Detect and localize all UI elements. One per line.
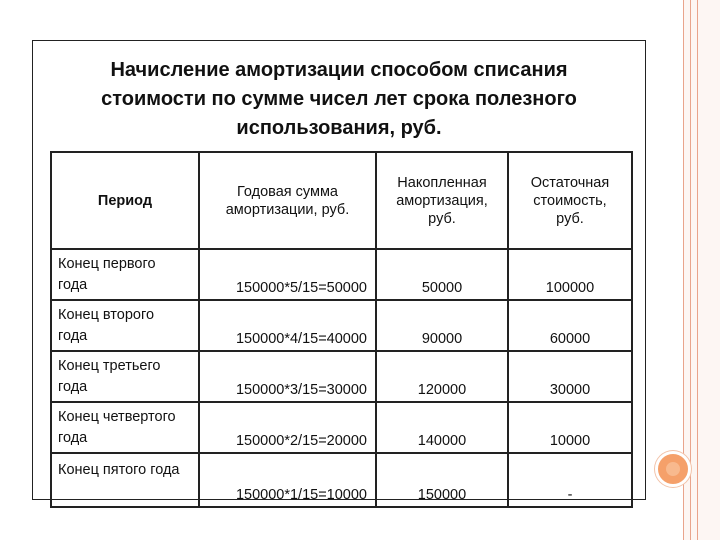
period-cell bbox=[51, 402, 199, 453]
header-line: руб. bbox=[428, 210, 456, 227]
period-line: Конец третьего bbox=[58, 357, 161, 374]
title-line: Начисление амортизации способом списания bbox=[110, 59, 568, 81]
accumulated-cell: 140000 bbox=[376, 402, 508, 453]
residual-cell: 10000 bbox=[508, 402, 632, 453]
header-period bbox=[51, 152, 199, 249]
period-cell bbox=[51, 300, 199, 351]
period-line: года bbox=[58, 276, 88, 293]
formula-cell: 150000*2/15=20000 bbox=[199, 402, 376, 453]
period-line: года bbox=[58, 429, 88, 446]
header-line: Годовая сумма bbox=[237, 183, 338, 200]
header-line: амортизация, bbox=[396, 192, 488, 209]
title-line: использования, руб. bbox=[236, 117, 442, 139]
period-cell bbox=[51, 249, 199, 300]
slide-bullet-icon bbox=[655, 451, 691, 487]
period-line: Конец второго bbox=[58, 306, 155, 323]
period-line: года bbox=[58, 378, 88, 395]
residual-cell: 60000 bbox=[508, 300, 632, 351]
period-line: Конец первого bbox=[58, 255, 156, 272]
residual-cell: - bbox=[508, 453, 632, 507]
header-line: руб. bbox=[556, 210, 584, 227]
formula-cell: 150000*1/15=10000 bbox=[199, 453, 376, 507]
header-accumulated bbox=[376, 152, 508, 249]
accumulated-cell: 90000 bbox=[376, 300, 508, 351]
header-line: Накопленная bbox=[397, 174, 487, 191]
formula-cell: 150000*4/15=40000 bbox=[199, 300, 376, 351]
period-line: Конец пятого года bbox=[58, 462, 180, 478]
header-annual-amount bbox=[199, 152, 376, 249]
depreciation-table bbox=[50, 151, 633, 508]
title-line: стоимости по сумме чисел лет срока полезного bbox=[101, 88, 577, 110]
header-line: Остаточная bbox=[530, 174, 610, 191]
margin-rule bbox=[690, 0, 691, 540]
table-row bbox=[51, 351, 632, 402]
accumulated-cell: 150000 bbox=[376, 453, 508, 507]
table-row bbox=[51, 453, 632, 507]
header-residual bbox=[508, 152, 632, 249]
formula-cell: 150000*3/15=30000 bbox=[199, 351, 376, 402]
residual-cell: 100000 bbox=[508, 249, 632, 300]
margin-rule bbox=[697, 0, 698, 540]
table-header-row bbox=[51, 152, 632, 249]
period-line: Конец четвертого bbox=[58, 408, 176, 425]
document-title bbox=[33, 56, 645, 143]
table-row bbox=[51, 300, 632, 351]
document-frame bbox=[32, 40, 646, 503]
residual-cell: 30000 bbox=[508, 351, 632, 402]
accumulated-cell: 50000 bbox=[376, 249, 508, 300]
period-cell bbox=[51, 351, 199, 402]
table-row bbox=[51, 402, 632, 453]
formula-cell: 150000*5/15=50000 bbox=[199, 249, 376, 300]
header-line: амортизации, руб. bbox=[225, 201, 350, 218]
header-line: стоимость, bbox=[533, 192, 607, 209]
table-row bbox=[51, 249, 632, 300]
accumulated-cell: 120000 bbox=[376, 351, 508, 402]
period-cell bbox=[51, 453, 199, 507]
header-line: Период bbox=[97, 192, 153, 209]
period-line: года bbox=[58, 327, 88, 344]
